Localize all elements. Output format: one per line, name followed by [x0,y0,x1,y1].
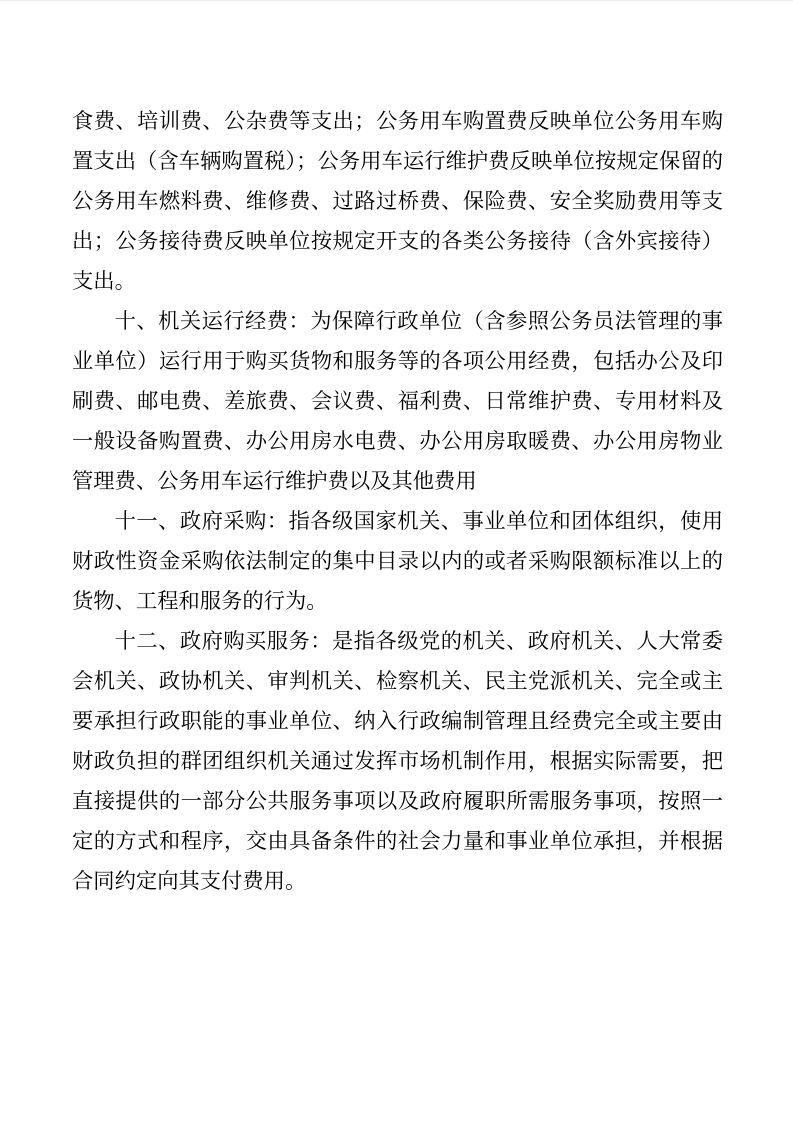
document-body [72,101,723,901]
paragraph-item-10: 十、机关运行经费：为保障行政单位（含参照公务员法管理的事业单位）运行用于购买货物和服务等的各项公用经费，包括办公及印刷费、邮电费、差旅费、会议费、福利费、日常维护费、专用材料及一般设备购置费、办公用房水电费、办公用房取暖费、办公用房物业管理费、公务用车运行维护费以及其他费用 [72,309,723,493]
paragraph-item-12: 十二、政府购买服务：是指各级党的机关、政府机关、人大常委会机关、政协机关、审判机关、检察机关、民主党派机关、完全或主要承担行政职能的事业单位、纳入行政编制管理且经费完全或主要由财政负担的群团组织机关通过发挥市场机制作用，根据实际需要，把直接提供的一部分公共服务事项以及政府履职所需服务事项，按照一定的方式和程序，交由具备条件的社会力量和事业单位承担，并根据合同约定向其支付费用。 [72,629,723,893]
paragraph-item-11: 十一、政府采购：指各级国家机关、事业单位和团体组织，使用财政性资金采购依法制定的集中目录以内的或者采购限额标准以上的货物、工程和服务的行为。 [72,509,723,613]
paragraph-continuation: 食费、培训费、公杂费等支出；公务用车购置费反映单位公务用车购置支出（含车辆购置税）；公务用车运行维护费反映单位按规定保留的公务用车燃料费、维修费、过路过桥费、保险费、安全奖励费用等支出；公务接待费反映单位按规定开支的各类公务接待（含外宾接待）支出。 [72,109,723,293]
